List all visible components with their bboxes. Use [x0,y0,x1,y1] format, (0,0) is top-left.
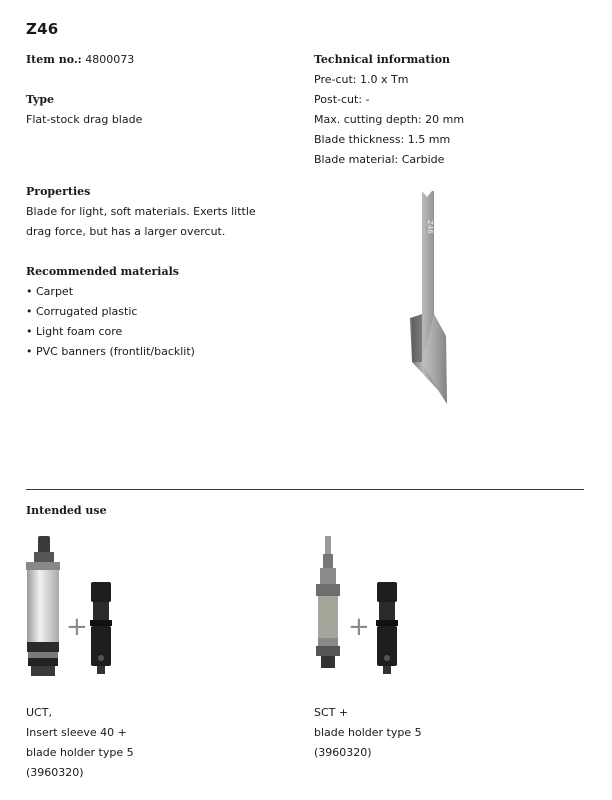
material-item: • Light foam core [26,325,123,338]
properties-heading: Properties [26,185,91,198]
sct-caption [314,703,422,763]
materials-heading: Recommended materials [26,265,179,278]
materials-section [26,262,296,362]
blade-photo-icon [398,186,458,406]
technical-info-section [314,50,594,170]
uct-caption [26,703,134,783]
type-section [26,90,296,130]
caption-line: SCT + [314,706,349,719]
material-item: • PVC banners (frontlit/backlit) [26,345,195,358]
plus-sign: + [348,612,370,642]
item-number-value: 4800073 [85,53,135,66]
blade-holder-icon [86,580,116,680]
technical-info-heading: Technical information [314,53,451,66]
properties-line-1: Blade for light, soft materials. Exerts little [26,205,256,218]
tech-blade-material: Blade material: Carbide [314,153,445,166]
section-divider [26,489,584,490]
blade-holder-icon [372,580,402,680]
page-title: Z46 [26,20,59,38]
tech-postcut: Post-cut: - [314,93,370,106]
properties-line-2: drag force, but has a larger overcut. [26,225,226,238]
type-heading: Type [26,93,55,106]
caption-line: (3960320) [314,746,372,759]
sct-tool-icon [310,534,346,684]
uct-tool-icon [22,534,64,684]
tech-precut: Pre-cut: 1.0 x Tm [314,73,409,86]
caption-line: (3960320) [26,766,84,779]
caption-line: Insert sleeve 40 + [26,726,127,739]
intended-use-heading: Intended use [26,504,107,517]
caption-line: blade holder type 5 [314,726,422,739]
material-item: • Corrugated plastic [26,305,138,318]
tech-max-depth: Max. cutting depth: 20 mm [314,113,465,126]
item-number [26,50,296,70]
tech-blade-thickness: Blade thickness: 1.5 mm [314,133,451,146]
caption-line: blade holder type 5 [26,746,134,759]
blade-engraving: Z46 [426,220,434,234]
material-item: • Carpet [26,285,74,298]
type-value: Flat-stock drag blade [26,113,143,126]
caption-line: UCT, [26,706,52,719]
properties-section [26,182,296,242]
item-number-label: Item no.: [26,53,82,66]
plus-sign: + [66,612,88,642]
